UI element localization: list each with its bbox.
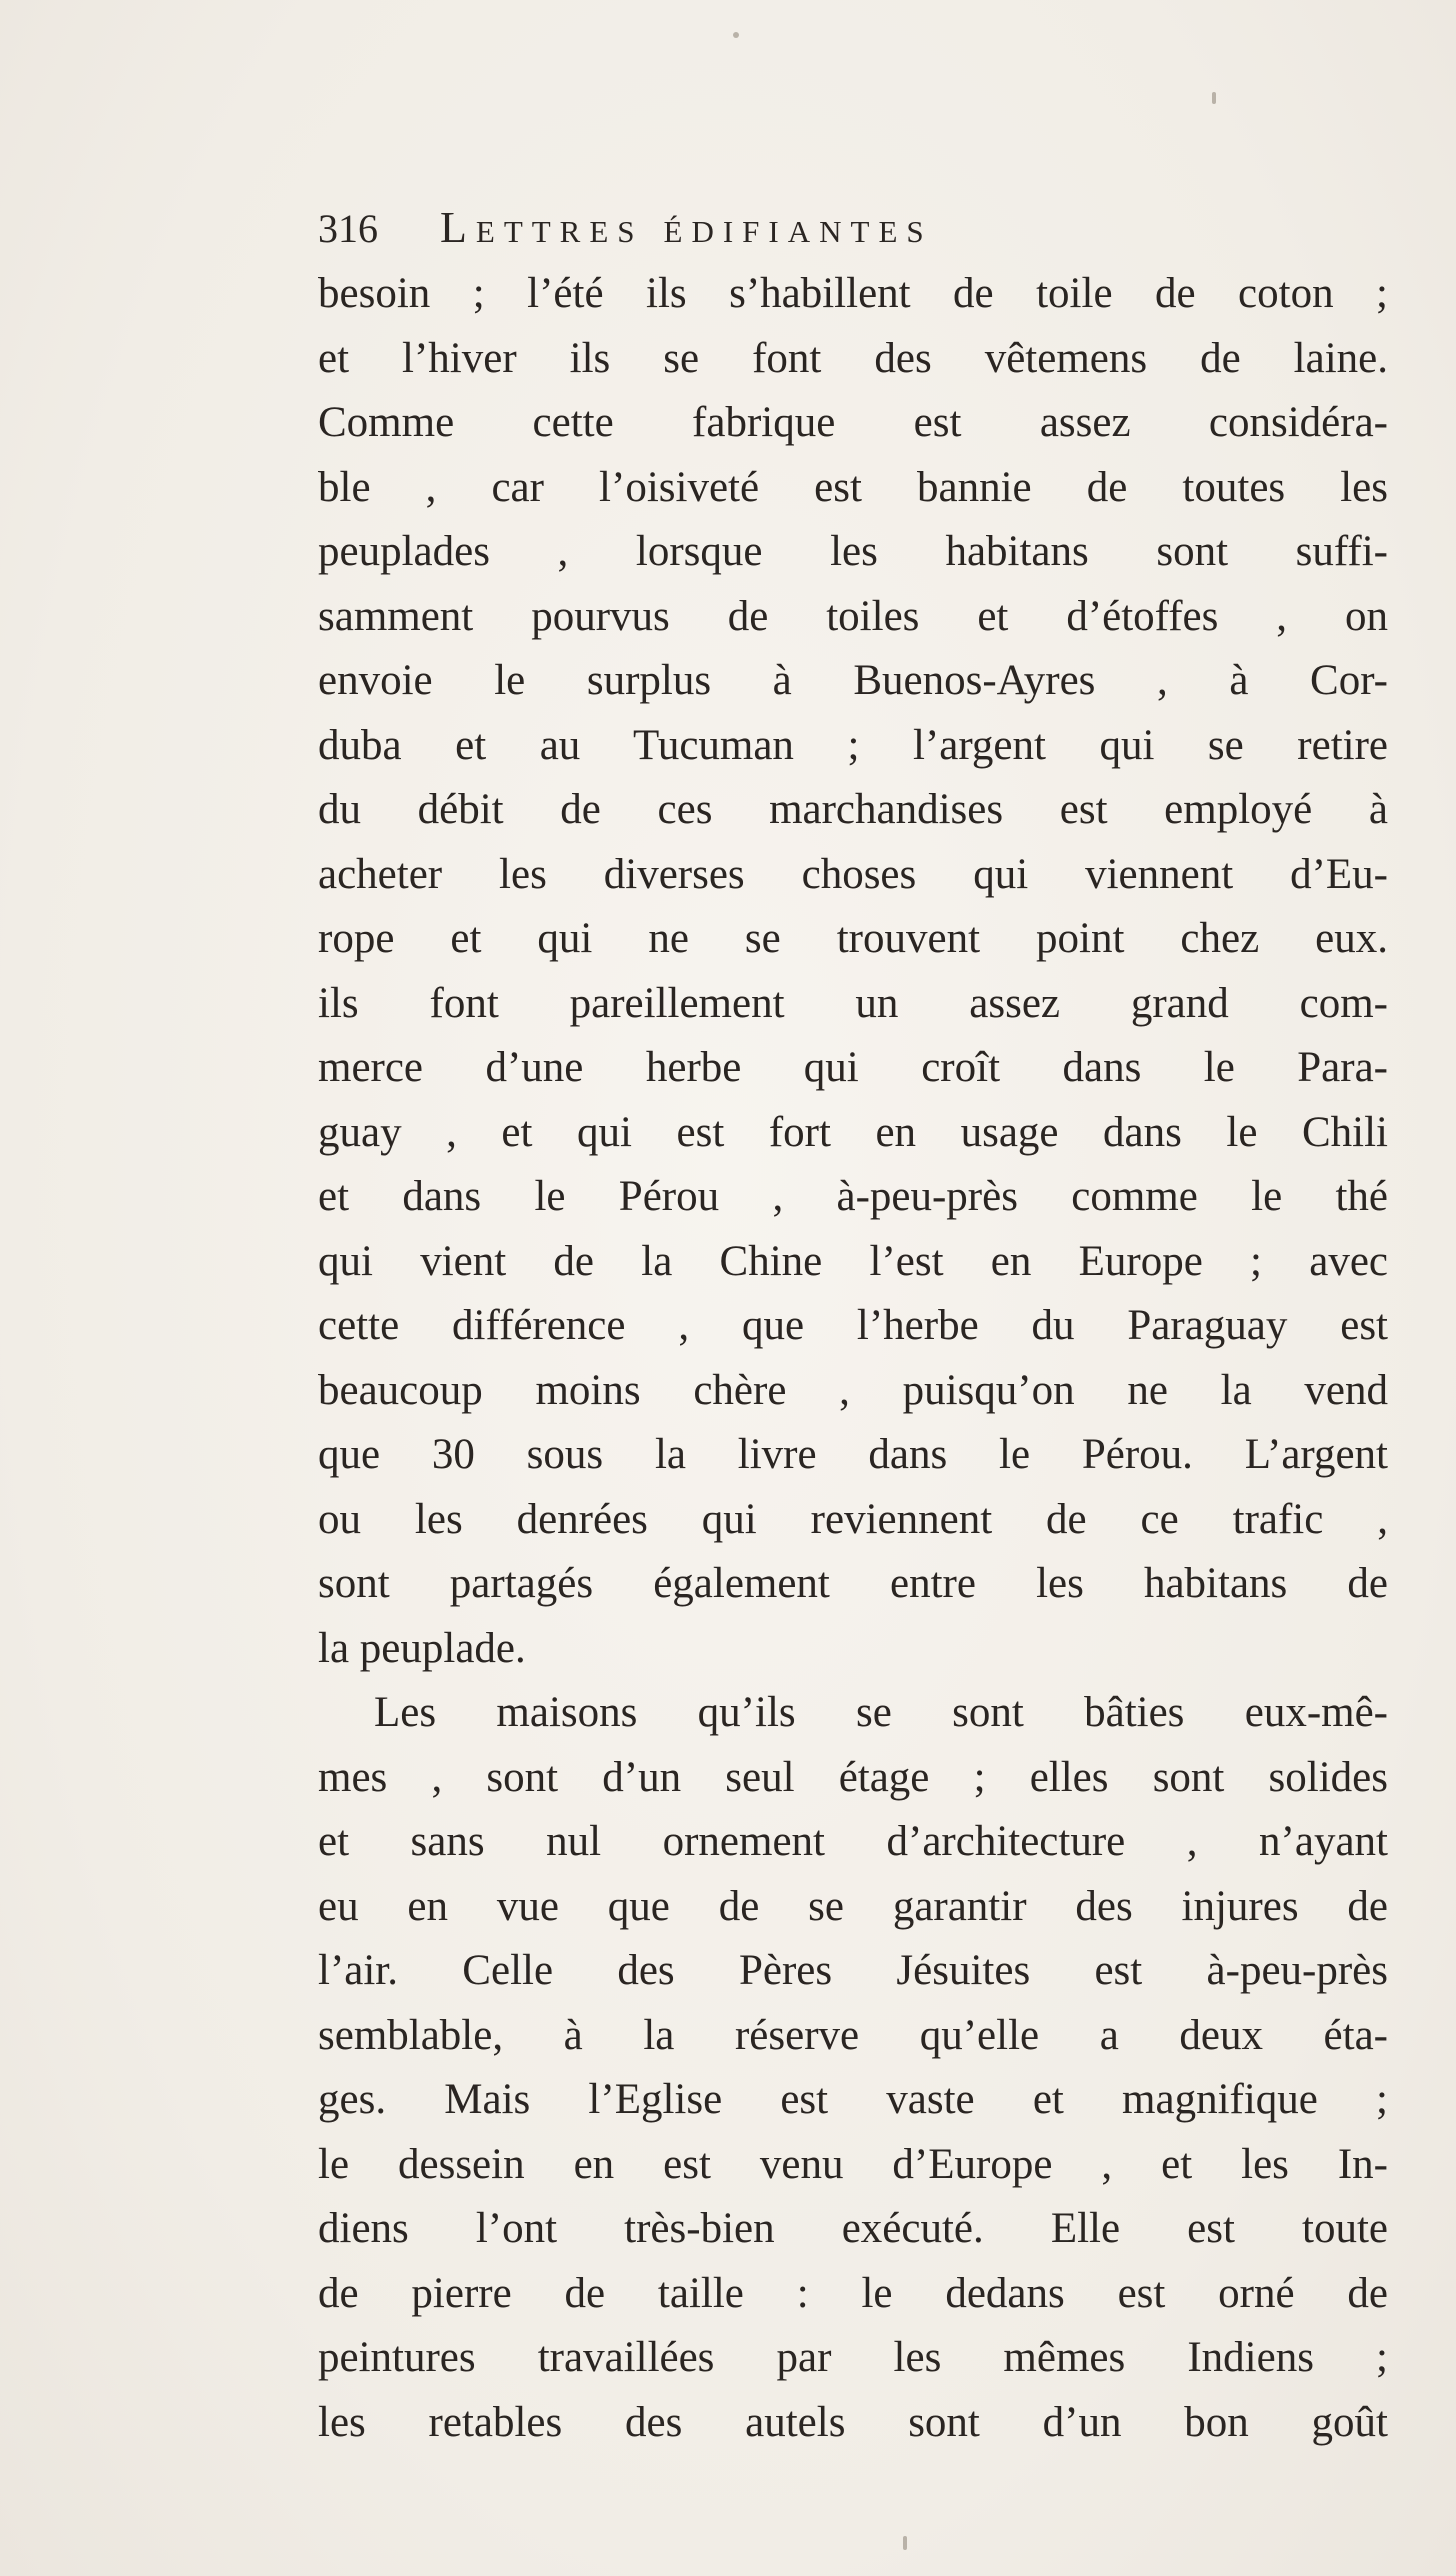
text-line: besoin ; l’été ils s’habillent de toile de coton ;: [318, 270, 1388, 317]
text-line: sont partagés également entre les habitans de: [318, 1560, 1388, 1607]
text-line: mes , sont d’un seul étage ; elles sont solides: [318, 1753, 1388, 1801]
text-line: beaucoup moins chère , puisqu’on ne la vend: [318, 1366, 1388, 1414]
paper-speck: [733, 32, 739, 38]
text-line: peuplades , lorsque les habitans sont suffi-: [318, 528, 1388, 575]
text-line: acheter les diverses choses qui viennent d’Eu-: [318, 850, 1388, 898]
paragraph-start-line: Les maisons qu’ils se sont bâties eux-mê-: [374, 1689, 1388, 1736]
text-line: ges. Mais l’Eglise est vaste et magnifique ;: [318, 2076, 1388, 2123]
text-line: que 30 sous la livre dans le Pérou. L’argent: [318, 1431, 1388, 1478]
text-line: guay , et qui est fort en usage dans le Chili: [318, 1108, 1388, 1156]
page-header: [318, 202, 1388, 258]
text-line: cette différence , que l’herbe du Paraguay est: [318, 1302, 1388, 1349]
text-line: peintures travaillées par les mêmes Indiens ;: [318, 2334, 1388, 2381]
text-line: le dessein en est venu d’Europe , et les In-: [318, 2140, 1388, 2188]
text-line: de pierre de taille : le dedans est orné de: [318, 2269, 1388, 2317]
text-line: envoie le surplus à Buenos-Ayres , à Cor-: [318, 657, 1388, 704]
page-number: 316: [318, 206, 378, 251]
text-line: et dans le Pérou , à-peu-près comme le thé: [318, 1173, 1388, 1220]
text-line: qui vient de la Chine l’est en Europe ; avec: [318, 1237, 1388, 1285]
text-line: ou les denrées qui reviennent de ce trafic ,: [318, 1495, 1388, 1543]
text-line: duba et au Tucuman ; l’argent qui se retire: [318, 721, 1388, 769]
text-line: l’air. Celle des Pères Jésuites est à-peu-près: [318, 1947, 1388, 1994]
text-line: et l’hiver ils se font des vêtemens de laine.: [318, 334, 1388, 382]
text-line: semblable, à la réserve qu’elle a deux éta-: [318, 2011, 1388, 2059]
paper-speck: [903, 2536, 907, 2550]
text-line: diens l’ont très-bien exécuté. Elle est toute: [318, 2205, 1388, 2252]
text-line: Comme cette fabrique est assez considéra-: [318, 399, 1388, 446]
text-line: les retables des autels sont d’un bon goût: [318, 2398, 1388, 2446]
text-line: du débit de ces marchandises est employé à: [318, 786, 1388, 833]
text-line: eu en vue que de se garantir des injures de: [318, 1882, 1388, 1930]
text-line: merce d’une herbe qui croît dans le Para-: [318, 1044, 1388, 1091]
paragraph-end-line: la peuplade.: [318, 1624, 526, 1672]
running-head: Lettres édifiantes: [440, 203, 933, 252]
text-line: rope et qui ne se trouvent point chez eux.: [318, 915, 1388, 962]
text-line: et sans nul ornement d’architecture , n’ayant: [318, 1818, 1388, 1865]
body-text: [318, 262, 1388, 2455]
paper-speck: [1212, 92, 1216, 104]
text-line: samment pourvus de toiles et d’étoffes , on: [318, 592, 1388, 640]
text-line: ble , car l’oisiveté est bannie de toutes les: [318, 463, 1388, 511]
text-line: ils font pareillement un assez grand com-: [318, 979, 1388, 1027]
